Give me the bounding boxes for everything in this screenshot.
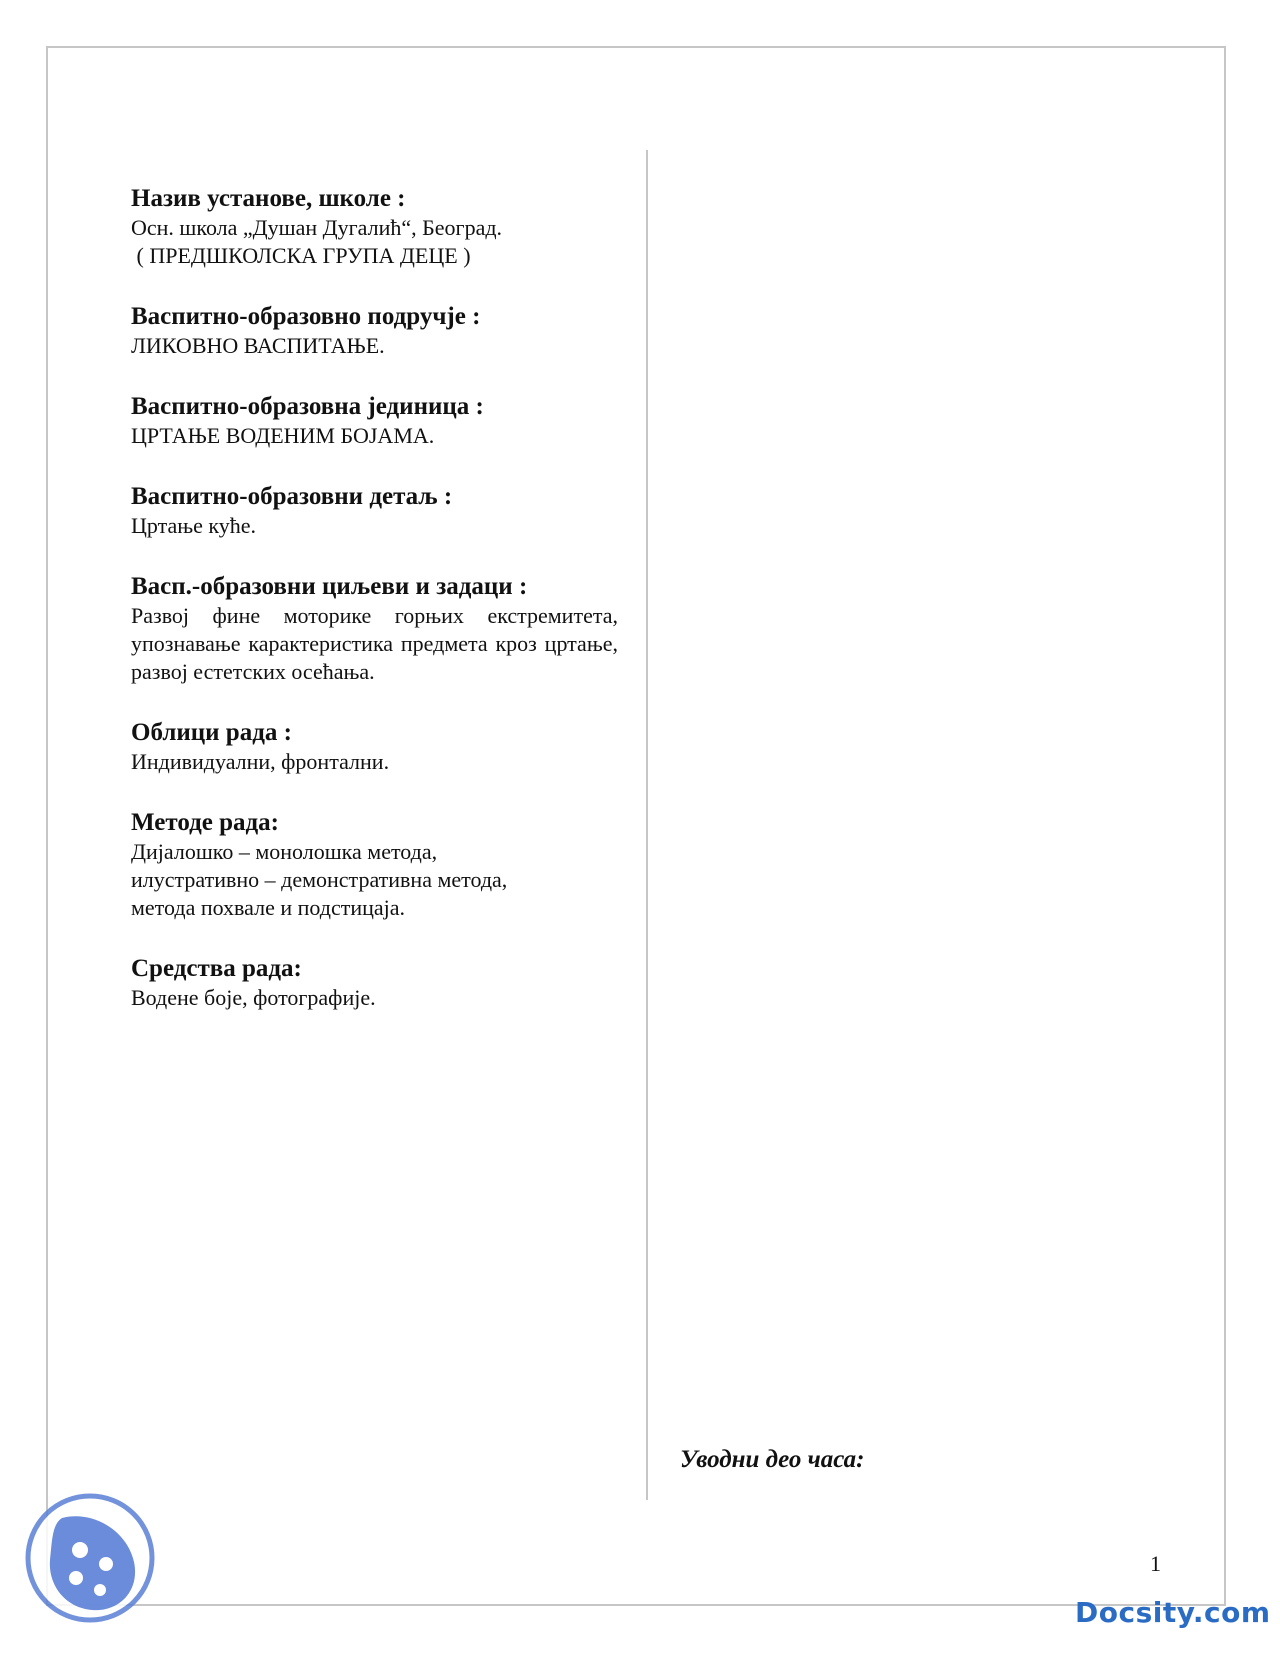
section-unit — [131, 392, 618, 450]
docsity-watermark-text: Docsity.com — [1075, 1596, 1271, 1629]
left-column — [131, 184, 618, 1044]
right-column-heading: Уводни део часа: — [680, 1446, 865, 1473]
body-line: метода похвале и подстицаја. — [131, 895, 406, 920]
body-line: Водене боје, фотографије. — [131, 985, 376, 1010]
section-institution — [131, 184, 618, 270]
section-heading: Методе рада: — [131, 809, 279, 836]
column-divider — [646, 150, 648, 1500]
body-line: Цртање куће. — [131, 513, 257, 538]
body-line: ЦРТАЊЕ ВОДЕНИМ БОЈАМА. — [131, 423, 435, 448]
docsity-logo-icon — [22, 1490, 158, 1626]
section-work-forms — [131, 718, 618, 776]
section-detail — [131, 482, 618, 540]
body-line: ( ПРЕДШКОЛСКА ГРУПА ДЕЦЕ ) — [131, 243, 471, 268]
section-body — [131, 422, 618, 450]
section-heading: Васп.-образовни циљеви и задаци : — [131, 573, 528, 600]
section-heading: Средства рада: — [131, 955, 302, 982]
section-body — [131, 838, 618, 922]
section-heading: Васпитно-образовни детаљ : — [131, 483, 453, 510]
section-body — [131, 214, 618, 270]
body-line: Индивидуални, фронтални. — [131, 749, 390, 774]
section-materials — [131, 954, 618, 1012]
section-heading: Назив установе, школе : — [131, 185, 406, 212]
body-line: ЛИКОВНО ВАСПИТАЊЕ. — [131, 333, 385, 358]
section-body — [131, 984, 618, 1012]
body-line: Дијалошко – монолошка метода, — [131, 839, 438, 864]
page-number: 1 — [1150, 1551, 1161, 1576]
section-heading: Облици рада : — [131, 719, 292, 746]
section-goals — [131, 572, 618, 686]
section-body — [131, 512, 618, 540]
section-body — [131, 748, 618, 776]
section-heading: Васпитно-образовна јединица : — [131, 393, 484, 420]
section-paragraph: Развој фине моторике горњих екстремитета, упознавање карактеристика предмета кроз цртање, развој естетских осећања. — [131, 603, 618, 684]
body-line: Осн. школа „Душан Дугалић“, Београд. — [131, 215, 503, 240]
section-subject-area — [131, 302, 618, 360]
section-heading: Васпитно-образовно подручје : — [131, 303, 481, 330]
body-line: илустративно – демонстративна метода, — [131, 867, 508, 892]
section-body — [131, 332, 618, 360]
section-methods — [131, 808, 618, 922]
